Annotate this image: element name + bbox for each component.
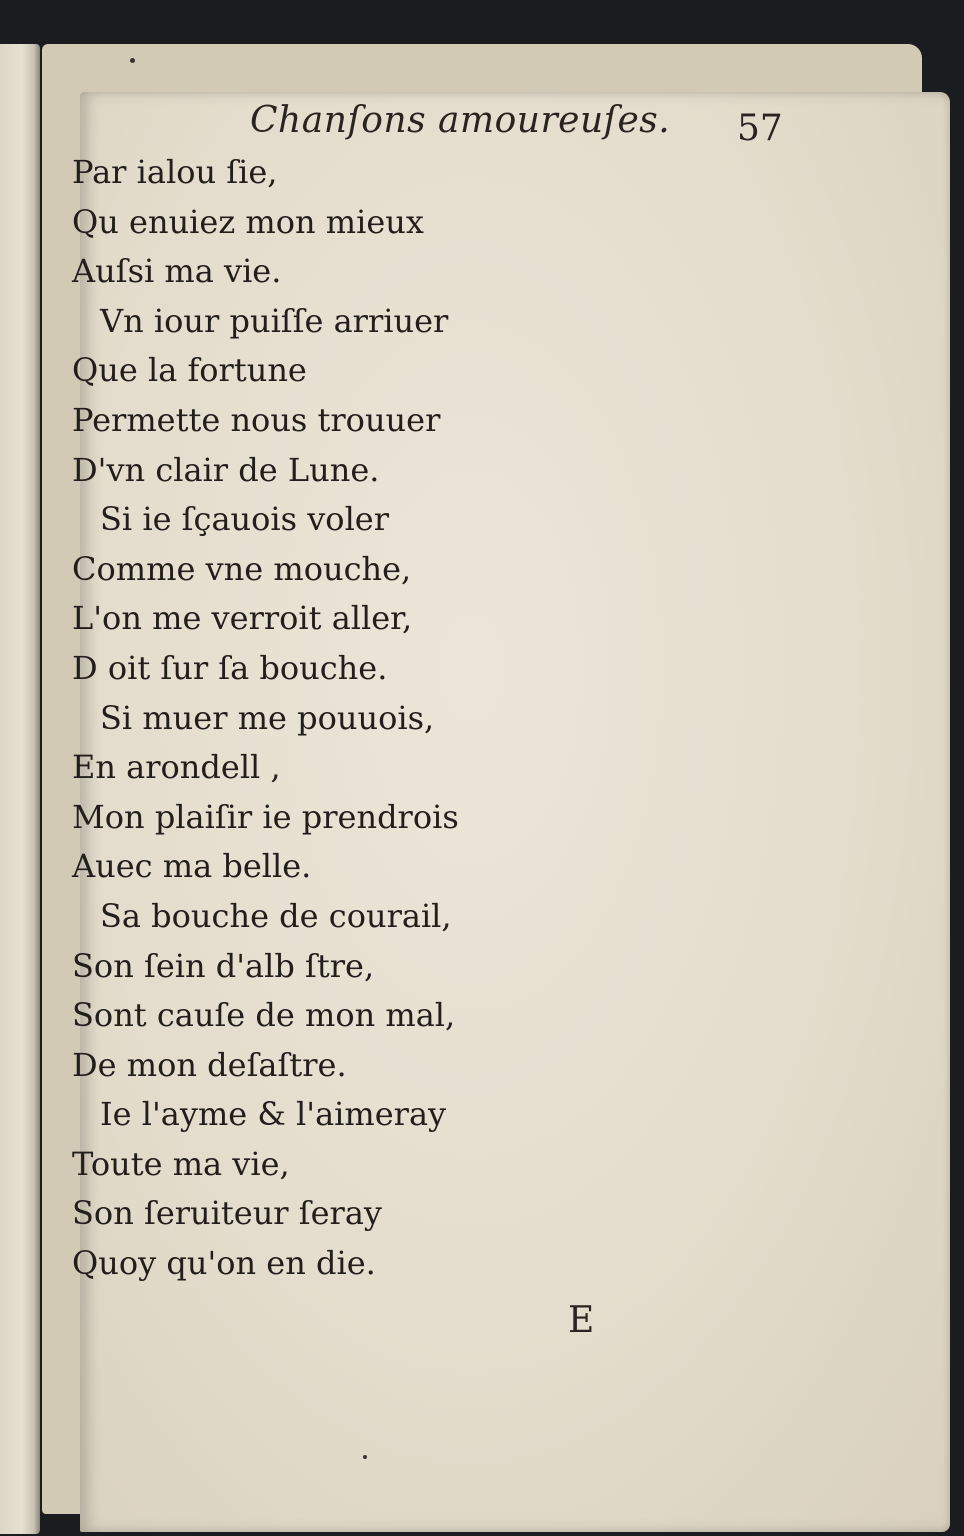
running-head: Chanſons amoureuſes. (250, 100, 671, 141)
previous-page-edge (0, 44, 40, 1534)
verse-line: Comme vne mouche, (72, 549, 412, 588)
verse-line: Son ſein d'alb ſtre, (72, 946, 375, 985)
ink-speck (363, 1455, 367, 1459)
page-number: 57 (737, 108, 783, 149)
verse-line: Ie l'ayme & l'aimeray (100, 1095, 447, 1134)
verse-line: Auec ma belle. (72, 847, 312, 886)
verse-line: De mon deſaſtre. (72, 1045, 347, 1084)
verse-line: Auſsi ma vie. (72, 252, 282, 291)
verse-line: Sa bouche de courail, (100, 896, 452, 935)
verse-line: Toute ma vie, (72, 1144, 290, 1183)
verse-line: Que la fortune (72, 351, 307, 390)
signature-mark: E (568, 1300, 595, 1341)
verse-line: D'vn clair de Lune. (72, 450, 380, 489)
verse-line: L'on me verroit aller, (72, 599, 413, 638)
verse-line: Si muer me pouuois, (100, 698, 435, 737)
ink-speck (130, 58, 135, 63)
verse-line: En arondell , (72, 748, 281, 787)
verse-line: Vn iour puiſſe arriuer (100, 301, 449, 340)
verse-line: Permette nous trouuer (72, 400, 441, 439)
verse-text (72, 148, 459, 1289)
verse-line: Mon plaiſir ie prendrois (72, 797, 459, 836)
verse-line: Si ie ſçauois voler (100, 500, 390, 539)
verse-line: Sont cauſe de mon mal, (72, 996, 456, 1035)
verse-line: D oit ſur ſa bouche. (72, 648, 388, 687)
verse-line: Par ialou ſie, (72, 153, 278, 191)
verse-line: Quoy qu'on en die. (72, 1244, 376, 1283)
verse-line: Son ſeruiteur ſeray (72, 1194, 382, 1233)
verse-line: Qu enuiez mon mieux (72, 202, 424, 241)
